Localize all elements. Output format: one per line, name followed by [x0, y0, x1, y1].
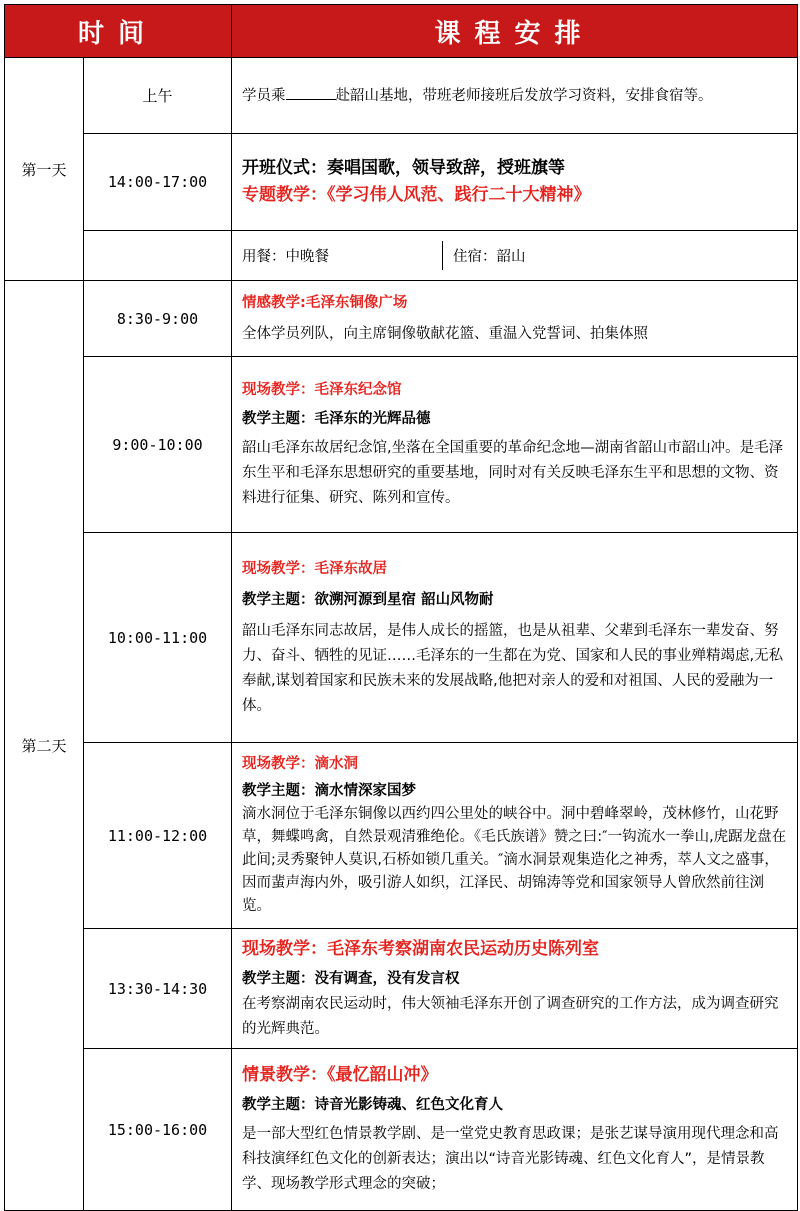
header-time: 时间: [5, 5, 232, 58]
day1-row2-time: 14:00-17:00: [84, 134, 232, 231]
day1-lodging: 住宿：韶山: [453, 249, 526, 265]
day2-row5-theme: 教学主题：没有调查，没有发言权: [242, 970, 460, 987]
day2-row2-theme: 教学主题：毛泽东的光辉品德: [242, 411, 431, 427]
day2-row2-content: [232, 357, 798, 533]
day2-row6-time: 15:00-16:00: [84, 1049, 232, 1211]
day1-row2-line2: 专题教学：《学习伟人风范、践行二十大精神》: [242, 185, 591, 205]
day2-row5-content: [232, 929, 798, 1049]
day2-row4-body: 滴水洞位于毛泽东铜像以西约四公里处的峡谷中。洞中碧峰翠岭，茂林修竹，山花野草，舞蝶鸣禽，自然景观清雅绝伦。《毛氏族谱》赞之曰:″一钩流水一拳山,虎踞龙盘在此间;灵秀聚钟人莫识,石桥如锁几重关。″滴水洞景观集造化之神秀，萃人文之盛事，因而蜚声海内外，吸引游人如织，江泽民、胡锦涛等党和国家领导人曾欣然前往浏览。: [242, 806, 787, 914]
day2-row6-theme: 教学主题：诗音光影铸魂、红色文化育人: [242, 1097, 504, 1113]
day2-row4-content: [232, 743, 798, 929]
schedule-table: [4, 4, 798, 1211]
day2-row5-body: 在考察湖南农民运动时，伟大领袖毛泽东开创了调查研究的工作方法，成为调查研究的光辉典范。: [242, 995, 779, 1037]
day1-row1-text-b: 赴韶山基地，带班老师接班后发放学习资料，安排食宿等。: [335, 87, 713, 104]
day2-row4-title: 现场教学：滴水洞: [242, 756, 359, 772]
day2-row3-content: [232, 533, 798, 743]
day1-row3-time-empty: [84, 231, 232, 281]
day2-row5-title: 现场教学：毛泽东考察湖南农民运动历史陈列室: [242, 938, 600, 959]
day2-row1-title: 情感教学:毛泽东铜像广场: [242, 294, 408, 311]
day1-label: 第一天: [5, 58, 84, 281]
day2-row6-title: 情景教学：《最忆韶山冲》: [242, 1065, 438, 1085]
day2-row5-time: 13:30-14:30: [84, 929, 232, 1049]
day1-row3-content: [232, 231, 798, 281]
header-schedule: 课程安排: [232, 5, 798, 58]
day2-row1-body: 全体学员列队，向主席铜像敬献花篮、重温入党誓词、拍集体照: [242, 325, 649, 342]
day1-row1-content: [232, 58, 798, 134]
day2-row2-time: 9:00-10:00: [84, 357, 232, 533]
day2-row4-time: 11:00-12:00: [84, 743, 232, 929]
day2-label: 第二天: [5, 281, 84, 1211]
meal-lodging-table: [232, 241, 797, 270]
day2-row3-title: 现场教学：毛泽东故居: [242, 560, 388, 577]
day1-meal: 用餐：中晚餐: [232, 241, 443, 270]
day1-row1-time: 上午: [84, 58, 232, 134]
day2-row2-body: 韶山毛泽东故居纪念馆,坐落在全国重要的革命纪念地—湖南省韶山市韶山冲。是毛泽东生平和毛泽东思想研究的重要基地，同时对有关反映毛泽东生平和思想的文物、资料进行征集、研究、陈列和宣传。: [242, 440, 784, 506]
day2-row3-time: 10:00-11:00: [84, 533, 232, 743]
day2-row2-title: 现场教学：毛泽东纪念馆: [242, 382, 402, 398]
day2-row6-body: 是一部大型红色情景教学剧、是一堂党史教育思政课；是张艺谋导演用现代理念和高科技演绎红色文化的创新表达；演出以“诗音光影铸魂、红色文化育人”，是情景教学、现场教学形式理念的突破；: [242, 1126, 779, 1192]
day1-row2-content: [232, 134, 798, 231]
day1-row2-line1: 开班仪式：奏唱国歌，领导致辞，授班旗等: [242, 158, 566, 178]
day2-row3-body: 韶山毛泽东同志故居，是伟人成长的摇篮，也是从祖辈、父辈到毛泽东一辈发奋、努力、奋斗、牺牲的见证……毛泽东的一生都在为党、国家和人民的事业殚精竭虑,无私奉献,谋划着国家和民族未来的发展战略,他把对亲人的爱和对祖国、人民的爱融为一体。: [242, 622, 784, 714]
day2-row4-theme: 教学主题：滴水情深家国梦: [242, 783, 417, 799]
day2-row3-theme: 教学主题：欲溯河源到星宿 韶山风物耐: [242, 591, 494, 608]
fill-in-blank: [286, 83, 336, 100]
day2-row1-content: [232, 281, 798, 357]
day1-row1-text-a: 学员乘: [242, 87, 286, 104]
day2-row6-content: [232, 1049, 798, 1211]
day2-row1-time: 8:30-9:00: [84, 281, 232, 357]
